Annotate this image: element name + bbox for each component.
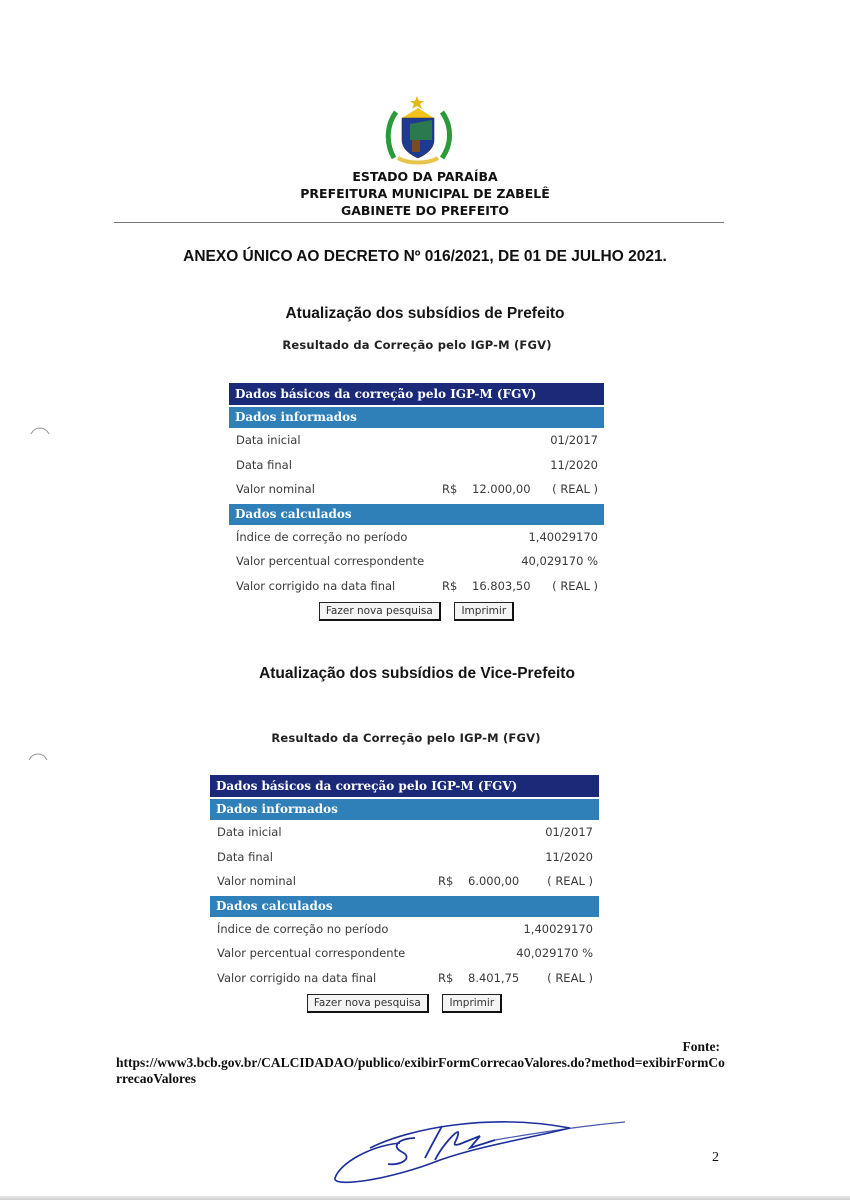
informed-data-header: Dados informados — [229, 407, 604, 428]
page-number: 2 — [712, 1150, 719, 1165]
section-title-prefeito: Atualização dos subsídios de Prefeito — [285, 305, 565, 322]
percent-value: 40,029170 % — [521, 554, 598, 568]
action-buttons — [229, 602, 604, 624]
table-row — [210, 941, 599, 966]
correction-index-value: 1,40029170 — [528, 529, 598, 544]
calc-result-panel-vice-prefeito — [210, 775, 599, 1016]
currency-symbol: R$ — [442, 578, 458, 593]
table-row — [210, 917, 599, 942]
source-label: Fonte: — [682, 1039, 720, 1054]
percent-value: 40,029170 % — [516, 946, 593, 960]
table-row — [229, 549, 604, 574]
organization-header — [0, 168, 850, 219]
correction-index-label: Índice de correção no período — [236, 529, 408, 544]
scan-page-edge — [0, 1196, 850, 1200]
currency-unit: ( REAL ) — [552, 578, 598, 593]
punch-hole-mark — [30, 422, 50, 432]
star-icon — [410, 96, 424, 109]
punch-hole-mark — [28, 748, 48, 758]
currency-symbol: R$ — [438, 970, 454, 985]
table-row — [210, 966, 599, 991]
nominal-value-label: Valor nominal — [217, 874, 296, 888]
right-branch-icon — [442, 112, 450, 158]
result-subtitle: Resultado da Correção pelo IGP-M (FGV) — [282, 338, 552, 352]
table-row — [210, 869, 599, 894]
calculated-data-header: Dados calculados — [229, 504, 604, 525]
motto-ribbon-icon — [398, 158, 438, 163]
coat-of-arms-logo — [380, 96, 466, 166]
corrected-value: 8.401,75 — [468, 970, 520, 985]
calculated-data-header: Dados calculados — [210, 896, 599, 917]
correction-index-value: 1,40029170 — [523, 921, 593, 936]
header-divider — [114, 222, 724, 223]
table-row — [229, 574, 604, 599]
calc-result-panel-prefeito — [229, 383, 604, 624]
final-date-label: Data final — [217, 849, 273, 864]
left-branch-icon — [388, 112, 396, 158]
initial-date-value: 01/2017 — [545, 825, 593, 839]
state-name: ESTADO DA PARAÍBA — [352, 169, 498, 184]
result-subtitle: Resultado da Correção pelo IGP-M (FGV) — [271, 731, 541, 745]
table-row — [210, 820, 599, 845]
table-row — [229, 477, 604, 502]
final-date-value: 11/2020 — [545, 849, 593, 864]
initial-date-label: Data inicial — [217, 825, 282, 839]
final-date-value: 11/2020 — [550, 457, 598, 472]
initial-date-label: Data inicial — [236, 433, 301, 447]
table-header: Dados básicos da correção pelo IGP-M (FGV) — [229, 383, 604, 405]
decree-title: ANEXO ÚNICO AO DECRETO Nº 016/2021, DE 01 DE JULHO 2021. — [183, 248, 667, 265]
table-row — [210, 845, 599, 870]
nominal-value: 12.000,00 — [472, 482, 531, 496]
municipality-name: PREFEITURA MUNICIPAL DE ZABELÊ — [300, 186, 550, 201]
currency-unit: ( REAL ) — [552, 482, 598, 496]
final-date-label: Data final — [236, 457, 292, 472]
corrected-value-label: Valor corrigido na data final — [236, 578, 396, 593]
currency-symbol: R$ — [438, 874, 454, 888]
new-search-button[interactable]: Fazer nova pesquisa — [319, 602, 441, 621]
action-buttons — [210, 994, 599, 1016]
signature — [330, 1108, 630, 1188]
source-url-link[interactable]: https://www3.bcb.gov.br/CALCIDADAO/publico/exibirFormCorrecaoValores.do?method=exibirFormCorrecaoValores — [116, 1055, 725, 1086]
section-title-vice-prefeito: Atualização dos subsídios de Vice-Prefeito — [259, 665, 575, 682]
correction-index-label: Índice de correção no período — [217, 921, 389, 936]
print-button[interactable]: Imprimir — [442, 994, 502, 1013]
percent-label: Valor percentual correspondente — [236, 554, 425, 568]
initial-date-value: 01/2017 — [550, 433, 598, 447]
print-button[interactable]: Imprimir — [454, 602, 514, 621]
currency-unit: ( REAL ) — [547, 970, 593, 985]
nominal-value-label: Valor nominal — [236, 482, 315, 496]
new-search-button[interactable]: Fazer nova pesquisa — [307, 994, 429, 1013]
corrected-value: 16.803,50 — [472, 578, 531, 593]
sun-rays-icon — [402, 108, 434, 118]
informed-data-header: Dados informados — [210, 799, 599, 820]
currency-unit: ( REAL ) — [547, 874, 593, 888]
corrected-value-label: Valor corrigido na data final — [217, 970, 377, 985]
office-name: GABINETE DO PREFEITO — [340, 203, 510, 218]
currency-symbol: R$ — [442, 482, 458, 496]
table-row — [229, 428, 604, 453]
nominal-value: 6.000,00 — [468, 874, 520, 888]
table-row — [229, 525, 604, 550]
percent-label: Valor percentual correspondente — [217, 946, 406, 960]
table-header: Dados básicos da correção pelo IGP-M (FGV) — [210, 775, 599, 797]
table-row — [229, 453, 604, 478]
